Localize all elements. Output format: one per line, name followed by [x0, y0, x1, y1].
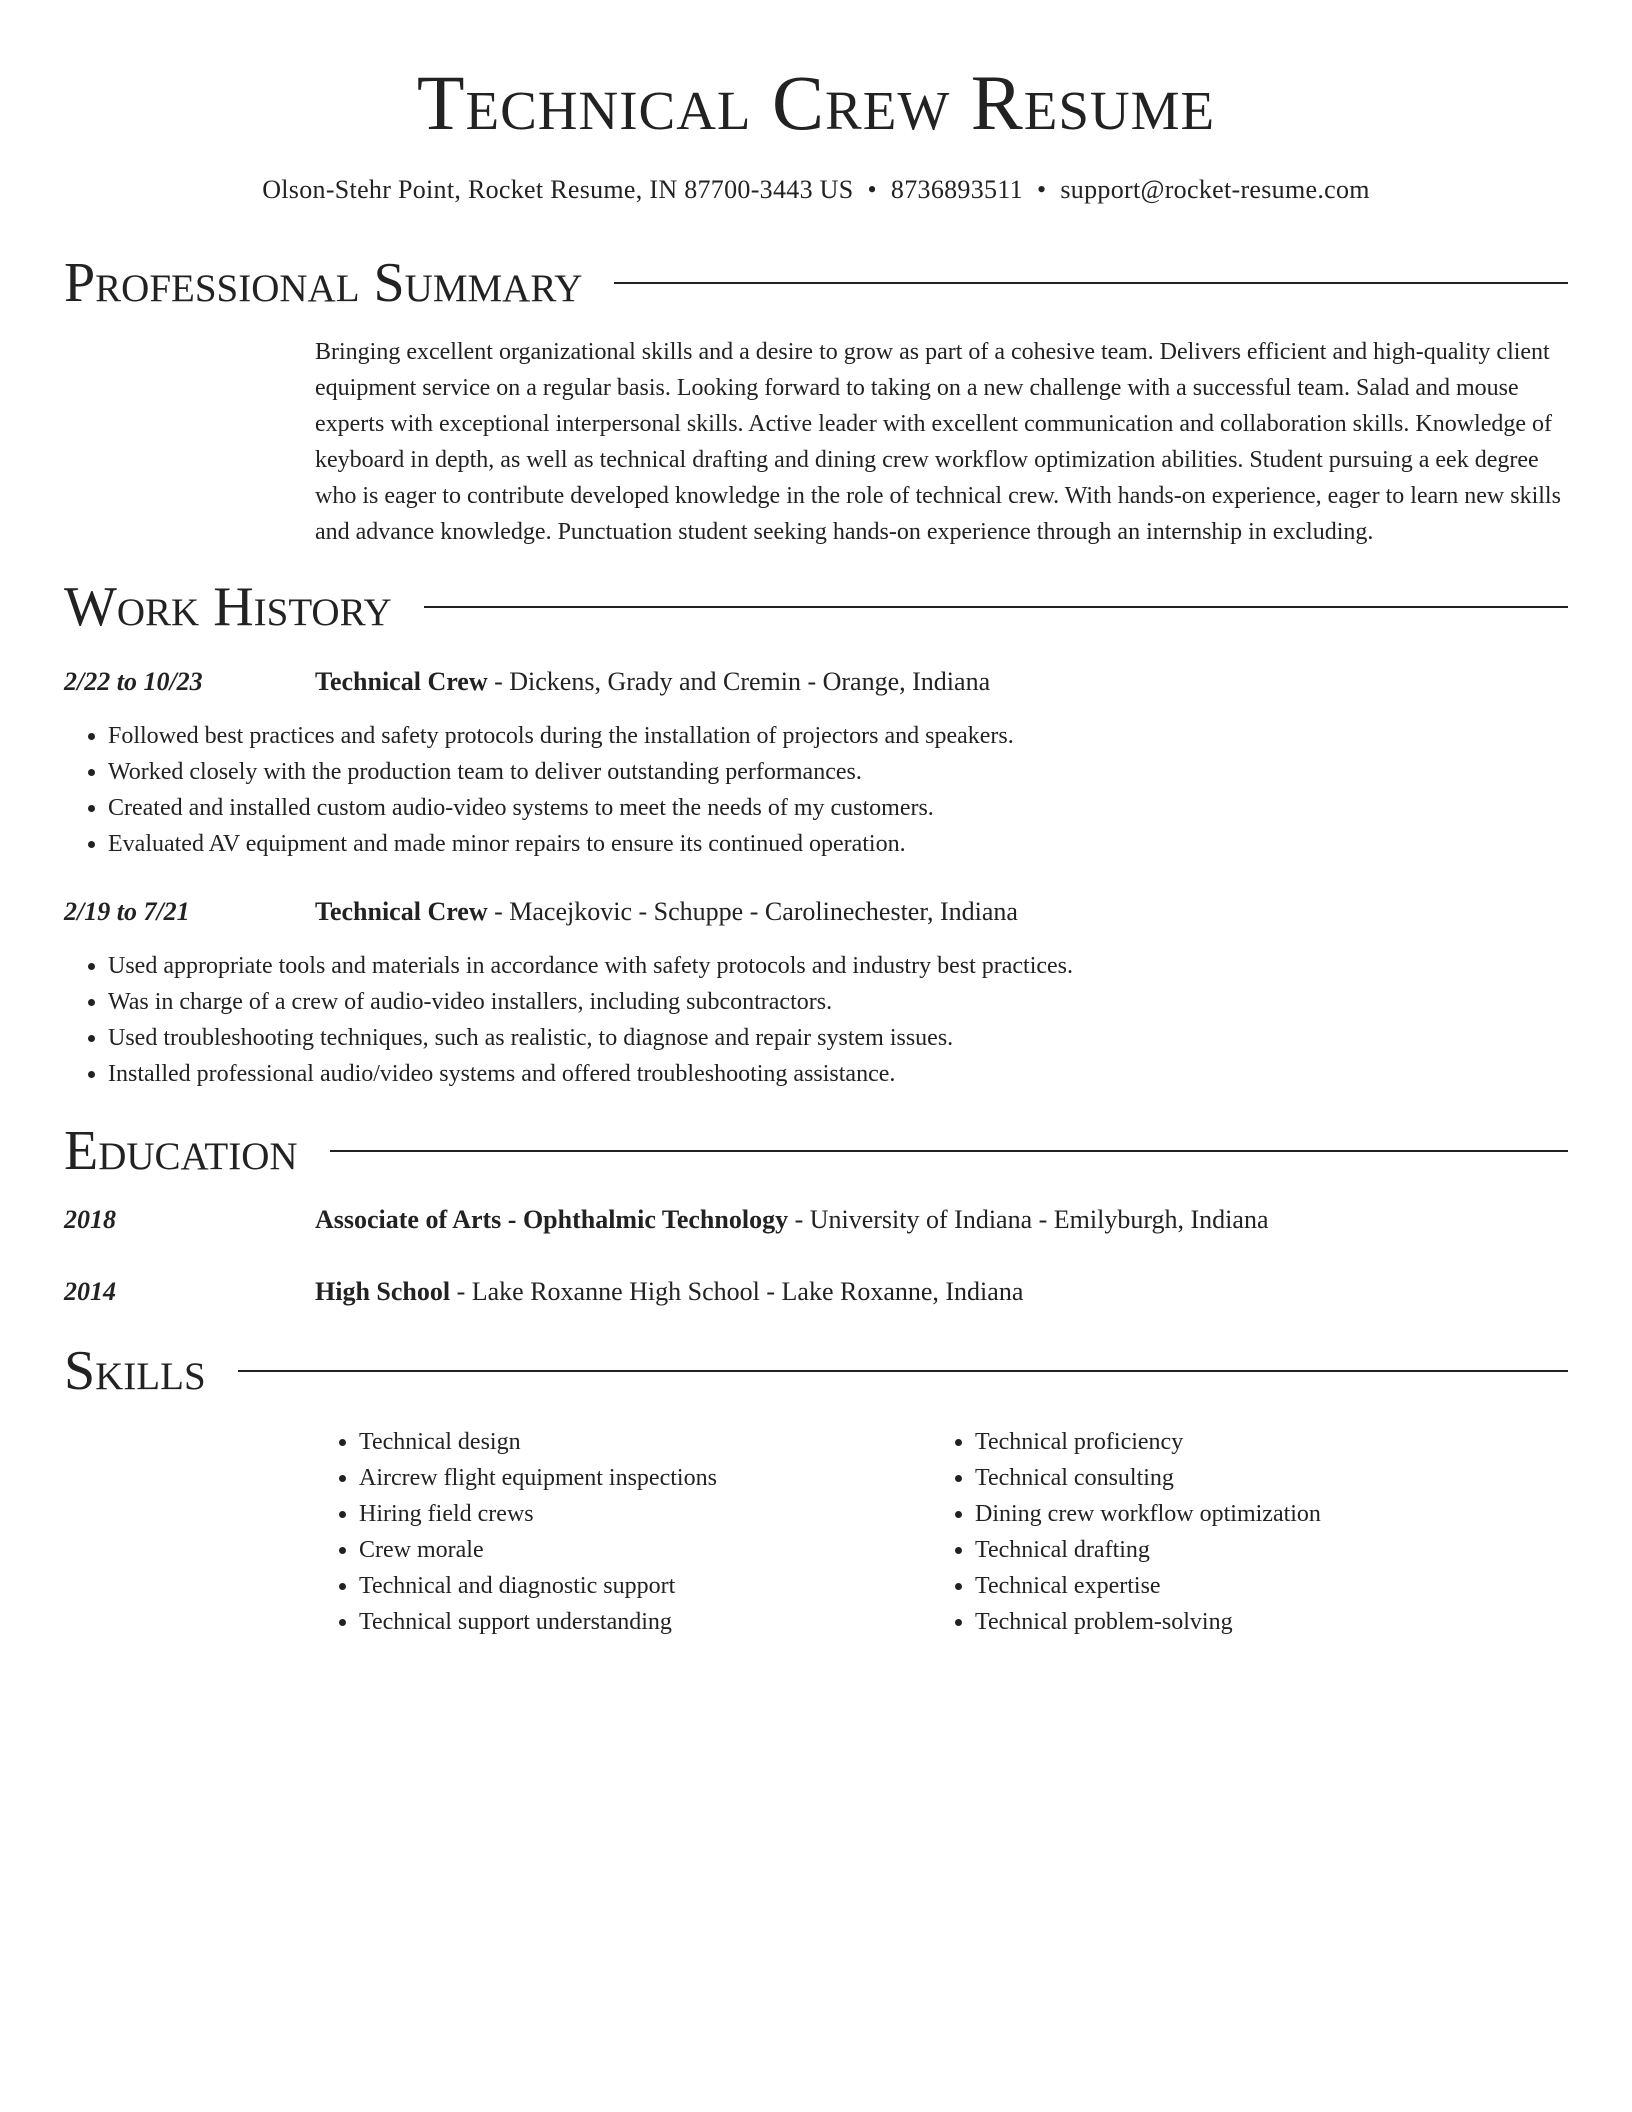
- section-education-title: Education: [64, 1120, 298, 1182]
- education-degree: High School: [315, 1277, 451, 1306]
- resume-title: Technical Crew Resume: [416, 59, 1216, 146]
- contact-separator: •: [1036, 175, 1047, 204]
- job-title: Technical Crew: [315, 667, 488, 696]
- job-heading: [315, 664, 1568, 700]
- section-summary-title: Professional Summary: [64, 252, 583, 314]
- section-skills-header: [64, 1340, 1568, 1402]
- list-item: • Evaluated AV equipment and made minor repairs to ensure its continued operation.: [108, 826, 1568, 862]
- skill-item: • Technical consulting: [975, 1460, 1547, 1496]
- education-degree: Associate of Arts - Ophthalmic Technology: [315, 1205, 789, 1234]
- job-title: Technical Crew: [315, 897, 488, 926]
- contact-phone: 8736893511: [890, 175, 1023, 204]
- section-divider: [424, 606, 1568, 608]
- education-heading: [315, 1274, 1568, 1310]
- section-work-header: [64, 576, 1568, 638]
- section-skills-title: Skills: [64, 1340, 206, 1402]
- skill-item: • Technical and diagnostic support: [359, 1568, 931, 1604]
- list-item: • Used appropriate tools and materials in accordance with safety protocols and industry best practices.: [108, 948, 1568, 984]
- contact-separator: •: [867, 175, 877, 204]
- skill-item: • Technical expertise: [975, 1568, 1547, 1604]
- section-education-header: [64, 1120, 1568, 1182]
- education-heading: [315, 1202, 1568, 1238]
- job-entry: [64, 664, 1568, 862]
- section-summary-header: [64, 252, 1568, 314]
- contact-line: [64, 174, 1568, 206]
- list-item: • Was in charge of a crew of audio-video installers, including subcontractors.: [108, 984, 1568, 1020]
- skill-item: • Technical proficiency: [975, 1424, 1547, 1460]
- section-divider: [238, 1370, 1568, 1372]
- job-employer: - Dickens, Grady and Cremin - Orange, Indiana: [487, 667, 991, 696]
- education-year: 2018: [64, 1205, 116, 1234]
- skill-item: • Crew morale: [359, 1532, 931, 1568]
- education-entry: [64, 1202, 1568, 1238]
- education-school: - University of Indiana - Emilyburgh, Indiana: [788, 1205, 1269, 1234]
- list-item: • Worked closely with the production team to deliver outstanding performances.: [108, 754, 1568, 790]
- job-bullets: [64, 948, 1568, 1092]
- resume-page: [64, 0, 1568, 1640]
- skill-item: • Aircrew flight equipment inspections: [359, 1460, 931, 1496]
- summary-text: Bringing excellent organizational skills and a desire to grow as part of a cohesive team. Delivers efficient and high-quality client equipment service on a regular basis. Looking forward to taking on a new challenge with a successful team. Salad and mouse experts with exceptional interpersonal skills. Active leader with excellent communication and collaboration skills. Knowledge of keyboard in depth, as well as technical drafting and dining crew workflow optimization abilities. Student pursuing a eek degree who is eager to contribute developed knowledge in the role of technical crew. With hands-on experience, eager to learn new skills and advance knowledge. Punctuation student seeking hands-on experience through an internship in excluding.: [315, 339, 1561, 545]
- skill-item: • Technical design: [359, 1424, 931, 1460]
- skill-item: • Technical problem-solving: [975, 1604, 1547, 1640]
- section-work-title: Work History: [64, 576, 392, 638]
- skills-column-left: [315, 1424, 931, 1640]
- education-entry: [64, 1274, 1568, 1310]
- education-school: - Lake Roxanne High School - Lake Roxanne, Indiana: [450, 1277, 1024, 1306]
- skills-column-right: [931, 1424, 1547, 1640]
- skill-item: • Technical drafting: [975, 1532, 1547, 1568]
- job-heading: [315, 894, 1568, 930]
- education-year: 2014: [64, 1277, 116, 1306]
- contact-email: support@rocket-resume.com: [1060, 175, 1370, 204]
- job-dates: 2/22 to 10/23: [64, 667, 203, 696]
- contact-address: Olson-Stehr Point, Rocket Resume, IN 87700-3443 US: [262, 175, 854, 204]
- list-item: • Installed professional audio/video systems and offered troubleshooting assistance.: [108, 1056, 1568, 1092]
- job-bullets: [64, 718, 1568, 862]
- skill-item: • Dining crew workflow optimization: [975, 1496, 1547, 1532]
- job-employer: - Macejkovic - Schuppe - Carolinechester, Indiana: [487, 897, 1018, 926]
- skill-item: • Hiring field crews: [359, 1496, 931, 1532]
- skill-item: • Technical support understanding: [359, 1604, 931, 1640]
- skills-list: [315, 1424, 1568, 1640]
- section-divider: [330, 1150, 1568, 1152]
- list-item: • Created and installed custom audio-video systems to meet the needs of my customers.: [108, 790, 1568, 826]
- section-divider: [614, 282, 1568, 284]
- job-dates: 2/19 to 7/21: [64, 897, 190, 926]
- list-item: • Used troubleshooting techniques, such as realistic, to diagnose and repair system issues.: [108, 1020, 1568, 1056]
- job-entry: [64, 894, 1568, 1092]
- list-item: • Followed best practices and safety protocols during the installation of projectors and speakers.: [108, 718, 1568, 754]
